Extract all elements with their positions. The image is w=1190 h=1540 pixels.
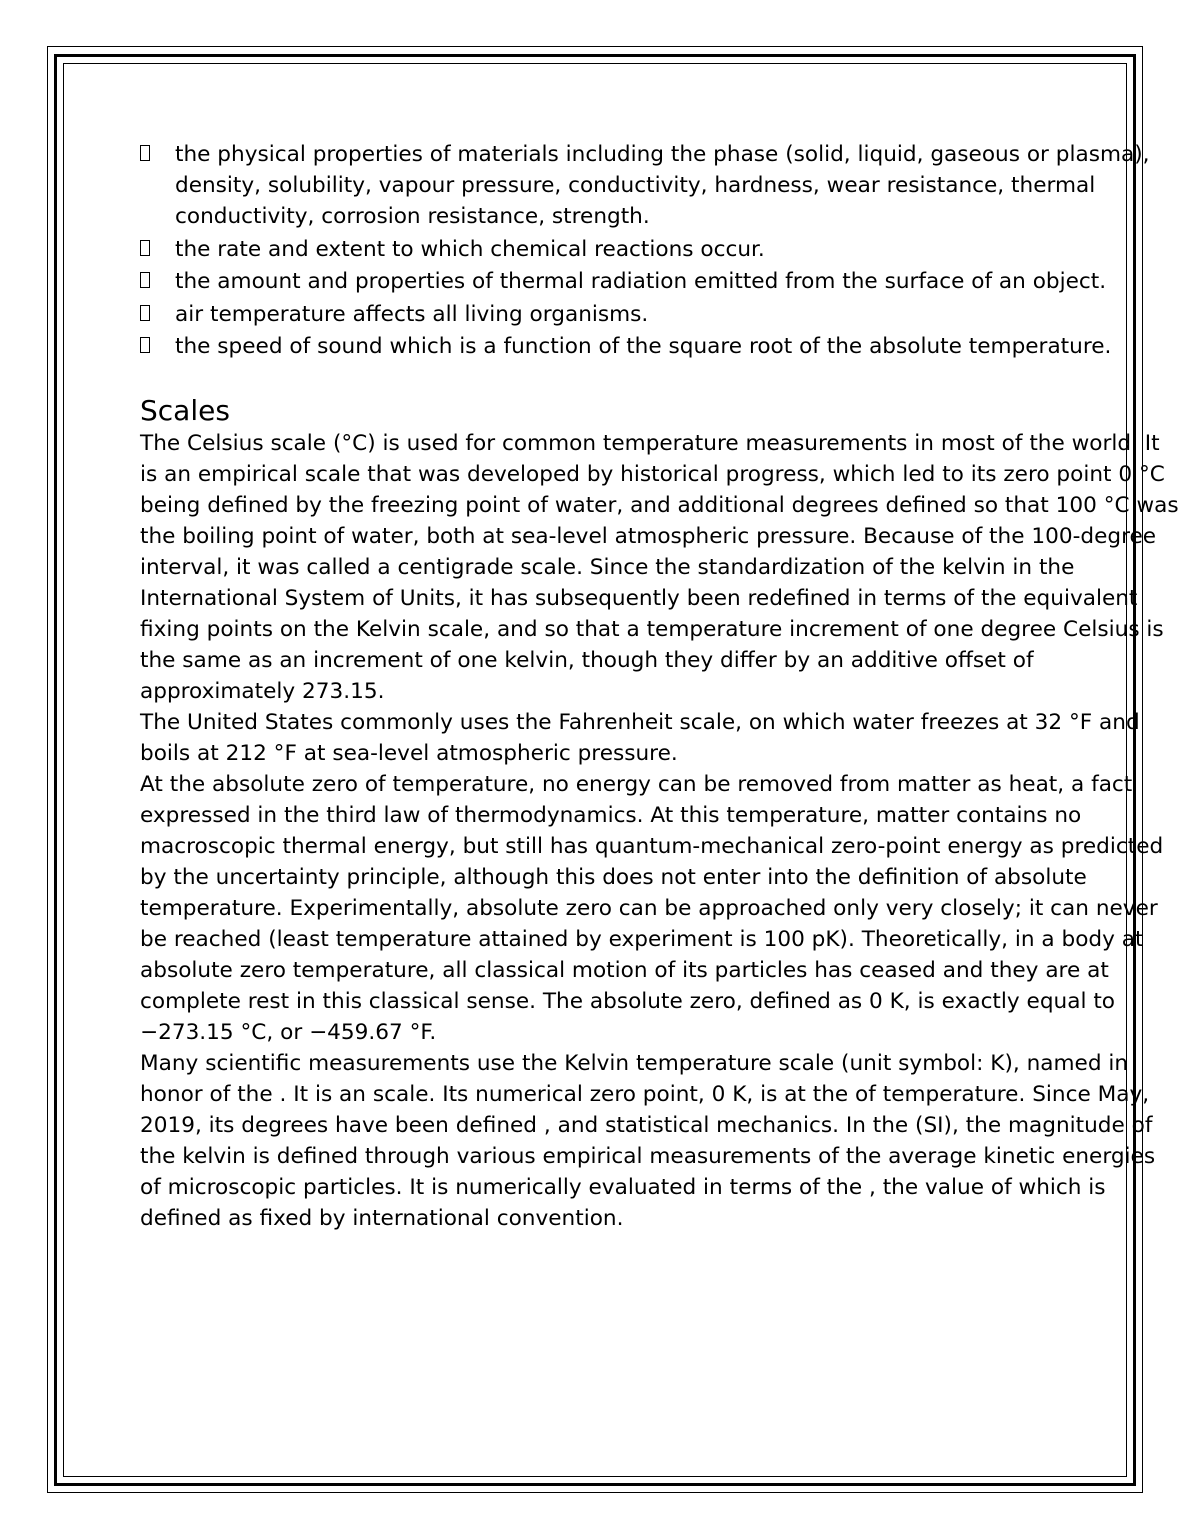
bullet-icon [140,305,150,321]
list-item [140,266,1180,297]
paragraph-kelvin: Many scientific measurements use the Kelvin temperature scale (unit symbol: K), named in honor of the . It is an scale. Its numerical zero point, 0 K, is at the of temperature. Since May, 2019, its degrees have been defined , and statistical mechanics. In the (SI), the magnitude of the kelvin is defined through various empirical measurements of the average kinetic energies of microscopic particles. It is numerically evaluated in terms of the , the value of which is defined as fixed by international convention. [140,1051,1156,1231]
list-item-text: the rate and extent to which chemical reactions occur. [175,236,765,262]
list-item-text: the speed of sound which is a function of the square root of the absolute temperature. [175,334,1112,359]
paragraph-absolute-zero: At the absolute zero of temperature, no energy can be removed from matter as heat, a fact expressed in the third law of thermodynamics. At this temperature, matter contains no macroscopic thermal energy, but still has quantum-mechanical zero-point energy as predicted by the uncertainty principle, although this does not enter into the definition of absolute temperature. Experimentally, absolute zero can be approached only very closely; it can never be reached (least temperature attained by experiment is 100 pK). Theoretically, in a body at absolute zero temperature, all classical motion of its particles has ceased and they are at complete rest in this classical sense. The absolute zero, defined as 0 K, is exactly equal to −273.15 °C, or −459.67 °F. [140,772,1164,1045]
list-item-text: the physical properties of materials including the phase (solid, liquid, gaseous or plasma), density, solubility, vapour pressure, conductivity, hardness, wear resistance, thermal conductivity, corrosion resistance, strength. [175,142,1150,229]
document-body [140,139,1180,1234]
list-item [140,331,1180,362]
section-heading: Scales [140,394,230,427]
bullet-icon [140,240,150,256]
paragraph-fahrenheit: The United States commonly uses the Fahrenheit scale, on which water freezes at 32 °F and boils at 212 °F at sea-level atmospheric pressure. [140,710,1140,766]
bullet-icon [140,337,150,353]
bullet-list [140,139,1180,362]
bullet-icon [140,272,150,288]
list-item [140,234,1180,265]
list-item-text: air temperature affects all living organisms. [175,301,649,327]
list-item [140,139,1180,232]
list-item [140,299,1180,330]
list-item-text: the amount and properties of thermal radiation emitted from the surface of an object. [175,269,1107,294]
bullet-icon [140,145,150,161]
paragraph-celsius: The Celsius scale (°C) is used for common temperature measurements in most of the world. It is an empirical scale that was developed by historical progress, which led to its zero point 0 °C being defined by the freezing point of water, and additional degrees defined so that 100 °C was the boiling point of water, both at sea-level atmospheric pressure. Because of the 100-degree interval, it was called a centigrade scale. Since the standardization of the kelvin in the International System of Units, it has subsequently been redefined in terms of the equivalent fixing points on the Kelvin scale, and so that a temperature increment of one degree Celsius is the same as an increment of one kelvin, though they differ by an additive offset of approximately 273.15. [140,431,1179,704]
